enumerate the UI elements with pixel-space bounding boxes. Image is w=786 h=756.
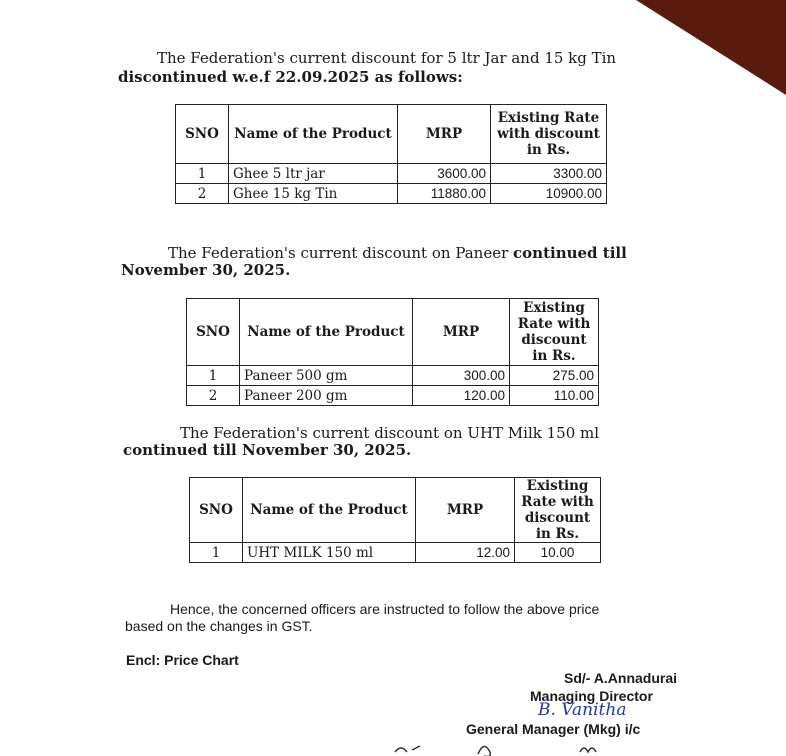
cell-product: Ghee 15 kg Tin bbox=[229, 184, 398, 204]
header-product: Name of the Product bbox=[229, 105, 398, 164]
section3-line1: The Federation's current discount on UHT Milk 150 ml bbox=[180, 424, 600, 442]
section1-line1: The Federation's current discount for 5 ltr Jar and 15 kg Tin bbox=[157, 49, 617, 67]
header-mrp: MRP bbox=[398, 105, 491, 164]
cell-sno: 2 bbox=[176, 184, 229, 204]
cell-rate: 110.00 bbox=[510, 386, 599, 406]
cell-rate: 10900.00 bbox=[491, 184, 607, 204]
table-row bbox=[187, 386, 599, 406]
header-sno: SNO bbox=[187, 299, 240, 366]
cell-rate: 275.00 bbox=[510, 366, 599, 386]
section2-line1-text: The Federation's current discount on Paneer bbox=[168, 244, 514, 262]
section1-line2: discontinued w.e.f 22.09.2025 as follows: bbox=[118, 68, 463, 86]
section2-line1-bold: continued till bbox=[513, 244, 627, 262]
table-header-row bbox=[176, 105, 607, 164]
table-row bbox=[176, 164, 607, 184]
cell-product: Paneer 200 gm bbox=[240, 386, 413, 406]
signatory-title: Managing Director bbox=[530, 688, 653, 704]
cell-sno: 1 bbox=[190, 543, 243, 563]
cell-sno: 1 bbox=[176, 164, 229, 184]
cell-rate: 3300.00 bbox=[491, 164, 607, 184]
cell-mrp: 300.00 bbox=[413, 366, 510, 386]
cell-sno: 1 bbox=[187, 366, 240, 386]
cell-mrp: 3600.00 bbox=[398, 164, 491, 184]
header-product: Name of the Product bbox=[243, 478, 416, 543]
header-rate: Existing Rate with discount in Rs. bbox=[510, 299, 599, 366]
general-manager-title: General Manager (Mkg) i/c bbox=[466, 721, 641, 737]
table-header-row bbox=[187, 299, 599, 366]
closing-line2: based on the changes in GST. bbox=[125, 618, 313, 634]
handwritten-signature: B. Vanitha bbox=[538, 700, 627, 720]
ghee-price-table bbox=[175, 104, 607, 204]
table-row bbox=[190, 543, 601, 563]
header-product: Name of the Product bbox=[240, 299, 413, 366]
table-row bbox=[176, 184, 607, 204]
page-corner-shadow bbox=[636, 0, 786, 95]
closing-line1: Hence, the concerned officers are instructed to follow the above price bbox=[170, 601, 600, 617]
section2-line2: November 30, 2025. bbox=[121, 261, 291, 279]
enclosure-note: Encl: Price Chart bbox=[126, 652, 239, 668]
section3-line2: continued till November 30, 2025. bbox=[123, 441, 412, 459]
cell-mrp: 12.00 bbox=[416, 543, 515, 563]
header-sno: SNO bbox=[176, 105, 229, 164]
signatory-name: Sd/- A.Annadurai bbox=[564, 670, 678, 686]
table-header-row bbox=[190, 478, 601, 543]
bottom-scribble-marks bbox=[390, 738, 640, 756]
table-row bbox=[187, 366, 599, 386]
cell-mrp: 11880.00 bbox=[398, 184, 491, 204]
cell-product: UHT MILK 150 ml bbox=[243, 543, 416, 563]
header-rate: Existing Rate with discount in Rs. bbox=[515, 478, 601, 543]
cell-rate: 10.00 bbox=[515, 543, 601, 563]
paneer-price-table bbox=[186, 298, 599, 406]
cell-sno: 2 bbox=[187, 386, 240, 406]
header-rate: Existing Rate with discount in Rs. bbox=[491, 105, 607, 164]
cell-mrp: 120.00 bbox=[413, 386, 510, 406]
header-sno: SNO bbox=[190, 478, 243, 543]
header-mrp: MRP bbox=[413, 299, 510, 366]
cell-product: Paneer 500 gm bbox=[240, 366, 413, 386]
header-mrp: MRP bbox=[416, 478, 515, 543]
uht-milk-price-table bbox=[189, 477, 601, 563]
cell-product: Ghee 5 ltr jar bbox=[229, 164, 398, 184]
